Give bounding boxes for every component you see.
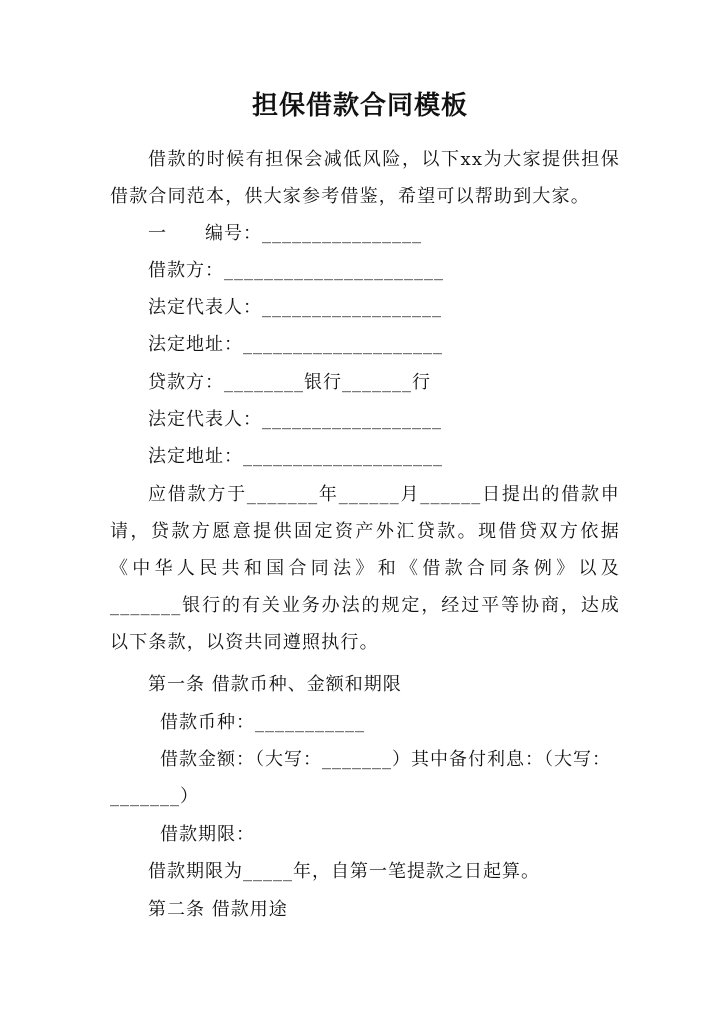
borrower-representative-line: 法定代表人：__________________ xyxy=(148,297,442,318)
lender-line: 贷款方：________银行_______行 xyxy=(148,372,431,393)
term-line: 借款期限为_____年，自第一笔提款之日起算。 xyxy=(148,861,540,882)
borrower-line: 借款方：______________________ xyxy=(148,260,444,281)
document-title: 担保借款合同模板 xyxy=(251,91,468,121)
term-label: 借款期限： xyxy=(160,824,255,845)
amount-line-continued: _______） xyxy=(110,786,199,807)
intro-paragraph: 借款的时候有担保会减低风险，以下xx为大家提供担保借款合同范本，供大家参考借鉴，希望可以帮助到大家。 xyxy=(110,149,620,207)
article-2-heading: 第二条 借款用途 xyxy=(148,899,288,920)
currency-line: 借款币种：___________ xyxy=(160,712,365,733)
preamble-paragraph: 应借款方于_______年______月______日提出的借款申请，贷款方愿意提供固定资产外汇贷款。现借贷双方依据《中华人民共和国合同法》和《借款合同条例》以及_______银行的有关业务办法的规定，经过平等协商，达成以下条款，以资共同遵照执行。 xyxy=(110,484,620,653)
lender-representative-line: 法定代表人：__________________ xyxy=(148,409,442,430)
lender-address-line: 法定地址：____________________ xyxy=(148,446,443,467)
article-1-heading: 第一条 借款币种、金额和期限 xyxy=(148,674,402,695)
borrower-address-line: 法定地址：____________________ xyxy=(148,334,443,355)
amount-line: 借款金额：（大写：_______）其中备付利息：（大写： xyxy=(160,749,611,770)
contract-number-line: 一 编号：________________ xyxy=(148,223,422,244)
